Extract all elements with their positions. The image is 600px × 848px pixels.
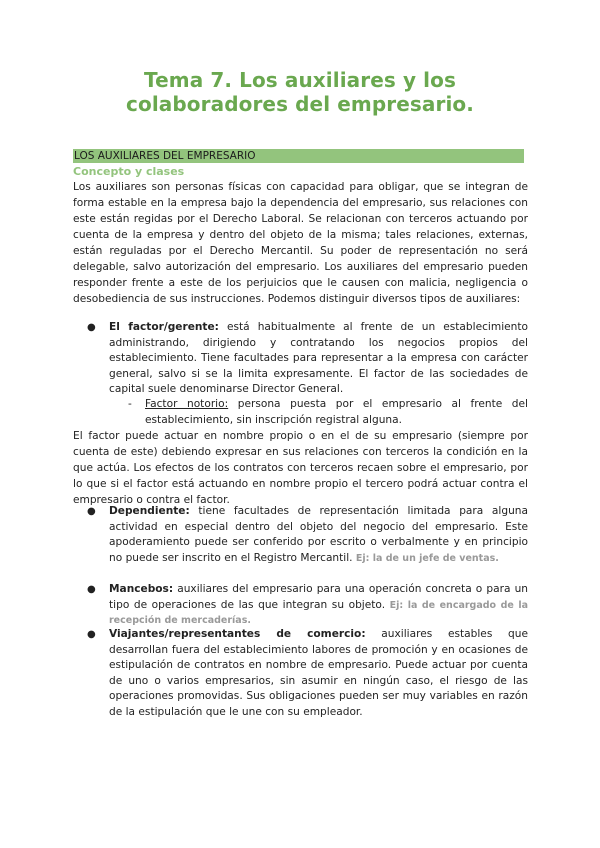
bullet-icon: ●: [87, 629, 96, 640]
subheading: Concepto y clases: [73, 165, 185, 178]
dependiente-example: Ej: la de un jefe de ventas.: [355, 552, 499, 564]
intro-paragraph: Los auxiliares son personas físicas con capacidad para obligar, que se integran de forma estable en la empresa bajo la dependencia del empresario, sus relaciones con este están regidas por el Derecho Laboral. Se relacionan con terceros actuando por cuenta de la empresa y dentro del objeto de la misma; tales relaciones, externas, están reguladas por el Derecho Mercantil. Su poder de representación no será delegable, salvo autorización del empresario. Los auxiliares del empresario pueden responder frente a este de los perjuicios que le causen con malicia, negligencia o desobediencia de sus instrucciones. Podemos distinguir diversos tipos de auxiliares:: [73, 181, 528, 305]
notorio-text: persona puesta por el empresario al frente del establecimiento, sin inscripción registral alguna.: [145, 398, 528, 426]
factor-term: El factor/gerente:: [109, 321, 219, 333]
mancebos-term: Mancebos:: [109, 583, 174, 595]
viajantes-term: Viajantes/representantes de comercio:: [109, 628, 366, 640]
mancebos-example: Ej: la de encargado de la recepción de mercaderías.: [109, 599, 528, 626]
factor-paragraph: El factor puede actuar en nombre propio o en el de su empresario (siempre por cuenta de este) debiendo expresar en sus relaciones con terceros la condición en la que actúa. Los efectos de los contratos con terceros recaen sobre el empresario, por lo que si el factor está actuando en nombre propio el tercero podrá actuar contra el empresario o contra el factor.: [73, 430, 528, 506]
list-item-factor: [87, 320, 528, 398]
list-item-mancebos: [87, 582, 528, 629]
dependiente-text: tiene facultades de representación limitada para alguna actividad en especial dentro del objeto del negocio del empresario. Este apoderamiento puede ser conferido por escrito o verbalmente y en principio no puede ser inscrito en el Registro Mercantil.: [109, 505, 528, 564]
list-item-dependiente: [87, 504, 528, 566]
page-title: Tema 7. Los auxiliares y los colaboradores del empresario.: [126, 68, 474, 116]
mancebos-text: auxiliares del empresario para una operación concreta o para un tipo de operaciones de las que integran su objeto.: [109, 583, 528, 611]
bullet-icon: ●: [87, 322, 96, 333]
bullet-icon: ●: [87, 506, 96, 517]
bullet-icon: ●: [87, 584, 96, 595]
section-heading: LOS AUXILIARES DEL EMPRESARIO: [73, 149, 524, 163]
list-item-viajantes: [87, 627, 528, 720]
notorio-term: Factor notorio:: [145, 398, 229, 410]
dash-icon: -: [128, 398, 132, 410]
factor-text: está habitualmente al frente de un establecimiento administrando, dirigiendo y contratando los negocios propios del establecimiento. Tiene facultades para representar a la empresa con carácter general, salvo si se la limita expresamente. El factor de las sociedades de capital suele denominarse Director General.: [109, 321, 529, 395]
list-item-factor-notorio: [128, 397, 528, 428]
viajantes-text: auxiliares estables que desarrollan fuera del establecimiento labores de promoción y en ocasiones de estipulación de contratos en nombre de empresario. Puede actuar por cuenta de uno o varios empresarios, sin asumir en ningún caso, el riesgo de las operaciones promovidas. Sus obligaciones pueden ser muy variables en razón de la estipulación que le une con su empleador.: [109, 628, 529, 718]
dependiente-term: Dependiente:: [109, 505, 190, 517]
